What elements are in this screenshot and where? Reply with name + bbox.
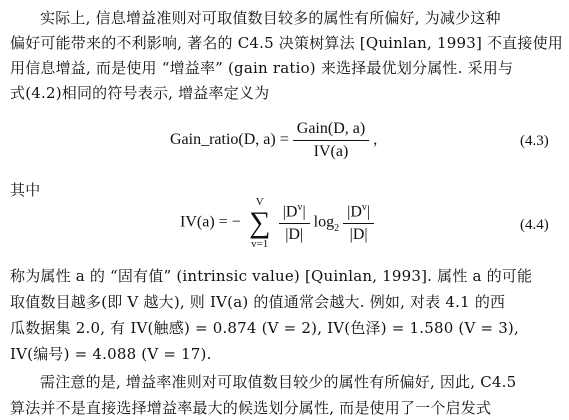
para1-line2: 偏好可能带来的不利影响, 著名的 C4.5 决策树算法 [Quinlan, 1993] 不直接使用 <box>10 34 563 52</box>
para2-line3: 瓜数据集 2.0, 有 IV(触感) = 0.874 (V = 2), IV(色泽) = 1.580 (V = 3), <box>10 319 519 337</box>
eq43-lhs: Gain_ratio(D, a) = <box>170 131 289 149</box>
eq44-frac2-num: |D <box>347 203 362 221</box>
eq44-frac2-sup: v <box>361 201 367 213</box>
equation-intrinsic-value <box>180 196 374 250</box>
eq44-frac2-den: |D| <box>349 226 368 244</box>
eq44-frac1-sup: v <box>297 201 303 213</box>
sum-upper: V <box>255 196 264 208</box>
eq44-log: log <box>313 213 335 231</box>
eq43-trail: , <box>373 131 378 149</box>
eq44-number: (4.4) <box>520 217 549 233</box>
eq43-numerator: Gain(D, a) <box>293 120 369 141</box>
eq44-fraction-1: $\frac{|D^v|}{|D|}$ <box>279 202 310 244</box>
summation-symbol: V ∑ v=1 <box>245 196 275 250</box>
para3-line1: 需注意的是, 增益率准则对可取值数目较少的属性有所偏好, 因此, C4.5 <box>40 373 517 391</box>
para3-line2: 算法并不是直接选择增益率最大的候选划分属性, 而是使用了一个启发式 <box>10 399 492 417</box>
equation-gain-ratio <box>170 120 377 161</box>
eq43-number: (4.3) <box>520 133 549 149</box>
para2-line2: 取值数目越多(即 V 越大), 则 IV(a) 的值通常会越大. 例如, 对表 4.1 的西 <box>10 293 506 311</box>
eq44-lhs: IV(a) = − <box>180 213 241 231</box>
eq44-fraction-2: $\frac{|D^v|}{|D|}$ <box>343 202 374 244</box>
eq44-frac1-num: |D <box>282 203 298 221</box>
para2-line1: 称为属性 a 的 “固有值” (intrinsic value) [Quinlan, 1993]. 属性 a 的可能 <box>10 267 533 285</box>
para1-line3: 用信息增益, 而是使用 “增益率” (gain ratio) 来选择最优划分属性. 采用与 <box>10 59 514 77</box>
eq44-frac1-den: |D| <box>285 226 304 244</box>
para1-line1: 实际上, 信息增益准则对可取值数目较多的属性有所偏好, 为减少这种 <box>40 9 501 27</box>
para1-line4: 式(4.2)相同的符号表示, 增益率定义为 <box>10 84 270 102</box>
para2-line4: IV(编号) = 4.088 (V = 17). <box>10 345 212 363</box>
eq43-fraction <box>293 120 369 161</box>
sum-lower: v=1 <box>251 238 269 250</box>
eq44-log-base: 2 <box>334 222 340 234</box>
among-label: 其中 <box>10 181 41 199</box>
eq43-denominator: IV(a) <box>313 143 349 160</box>
